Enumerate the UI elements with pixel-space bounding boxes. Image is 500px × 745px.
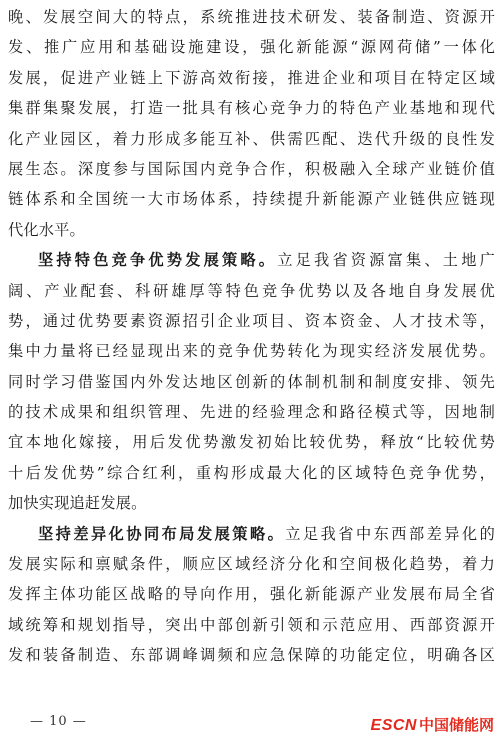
text-line: 阔、产业配套、科研雄厚等特色竞争优势以及各地自身发展优 [8,281,495,300]
text-line: 发挥主体功能区战略的导向作用，强化新能源产业发展布局全省 [8,585,495,604]
text-line: 化产业园区，着力形成多能互补、供需匹配、迭代升级的良性发 [8,129,495,148]
page-number: — 10 — [30,714,87,729]
text-line: 集群集聚发展，打造一批具有核心竞争力的特色产业基地和现代 [8,99,495,118]
text-line: 发和装备制造、东部调峰调频和应急保障的功能定位，明确各区 [8,646,495,665]
text-line: 加快实现追赶发展。 [8,494,147,513]
text-line: 代化水平。 [8,220,85,239]
text-line: 域统筹和规划指导，突出中部创新引领和示范应用、西部资源开 [8,615,495,634]
paragraph-first-line [8,519,495,549]
text-line: 集中力量将已经显现出来的竞争优势转化为现实经济发展优势。 [8,342,495,361]
text-line: 同时学习借鉴国内外发达地区创新的体制机制和制度安排、领先 [8,372,495,391]
paragraph-text: 立足我省中东西部差异化的 [285,524,495,543]
text-line: 势，通过优势要素资源招引企业项目、资本资金、人才技术等， [8,311,495,330]
text-line: 十后发优势”综合红利，重构形成最大化的区域特色竞争优势， [8,463,495,482]
text-line: 发展实际和禀赋条件，顺应区域经济分化和空间极化趋势，着力 [8,555,495,574]
text-line: 链体系和全国统一大市场体系，持续提升新能源产业链供应链现 [8,190,495,209]
paragraph-heading: 坚持差异化协同布局发展策略。 [38,524,286,543]
paragraph-first-line [8,245,495,275]
paragraph-heading: 坚持特色竞争优势发展策略。 [38,251,278,270]
paragraph-3 [8,519,495,671]
text-line: 发、推广应用和基础设施建设，强化新能源“源网荷储”一体化 [8,38,495,57]
text-line: 的技术成果和组织管理、先进的经验理念和路径模式等，因地制 [8,403,495,422]
document-body [8,2,495,671]
escn-watermark-logo [371,716,494,736]
text-line: 展生态。深度参与国际国内竞争合作，积极融入全球产业链价值 [8,159,495,178]
text-line: 晚、发展空间大的特点，系统推进技术研发、装备制造、资源开 [8,8,495,26]
logo-brand: ESCN [370,717,417,734]
logo-text: 中国储能网 [418,717,494,734]
paragraph-text: 立足我省资源富集、土地广 [277,251,495,270]
paragraph-1 [8,2,495,245]
text-line: 发展，促进产业链上下游高效衔接，推进企业和项目在特定区域 [8,68,495,87]
paragraph-2 [8,245,495,519]
text-line: 宜本地化嫁接，用后发优势激发初始比较优势，释放“比较优势 [8,433,495,452]
